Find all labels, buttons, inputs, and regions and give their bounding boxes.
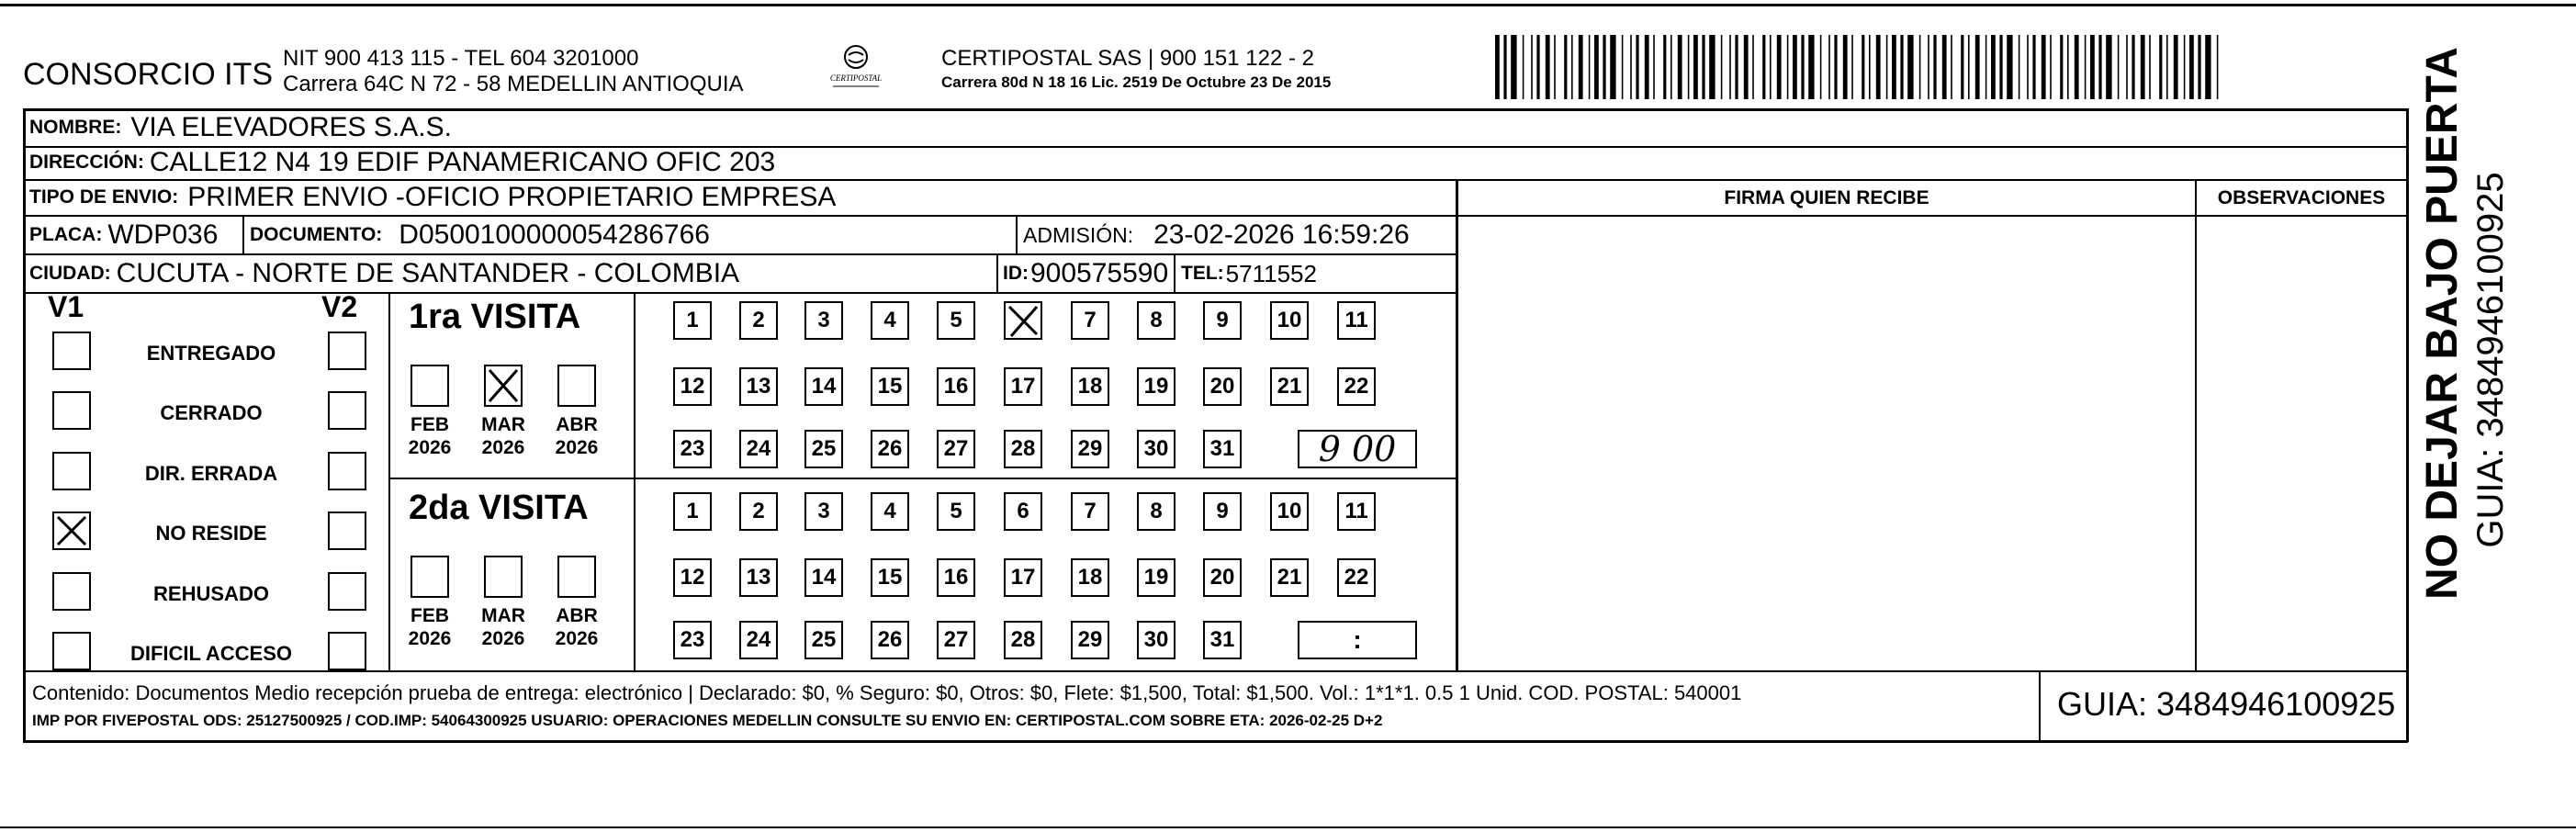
day-box[interactable]: 3 [804, 492, 843, 531]
certipostal-info: CERTIPOSTAL SAS | 900 151 122 - 2 [941, 46, 1314, 71]
barcode-bar [1752, 35, 1754, 99]
month-checkbox[interactable] [411, 556, 449, 598]
certipostal-license: Carrera 80d N 18 16 Lic. 2519 De Octubre 23 De 2015 [941, 73, 1332, 91]
day-box[interactable]: 5 [937, 492, 975, 531]
barcode-bar [1808, 35, 1814, 99]
day-box[interactable]: 7 [1071, 492, 1109, 531]
nombre-value: VIA ELEVADORES S.A.S. [130, 112, 452, 142]
barcode-bar [1762, 35, 1765, 99]
status-label: NO RESIDE [155, 522, 267, 545]
month-year: 2026 [481, 437, 525, 458]
barcode-bar [1579, 35, 1583, 99]
barcode-bar [2184, 35, 2186, 99]
barcode-bar [1820, 35, 1822, 99]
barcode-bar [1886, 35, 1888, 99]
v1-checkbox[interactable] [52, 391, 91, 430]
tipo-row [29, 180, 836, 215]
barcode-bar [1709, 35, 1715, 99]
footer-contenido: Contenido: Documentos Medio recepción prueba de entrega: electrónico | Declarado: $0, % Seguro: $0, Otros: $0, Flete: $1,500, Total: $1,500. Vol.: 1*1*1. 0.5 1 Unid. COD. POSTAL: 540001 [32, 681, 1742, 704]
day-box[interactable]: 20 [1203, 558, 1242, 597]
day-box[interactable]: 22 [1337, 367, 1376, 406]
day-box[interactable]: 22 [1337, 558, 1376, 597]
barcode-bar [1851, 35, 1853, 99]
barcode-bar [1495, 35, 1500, 99]
day-box[interactable]: 16 [937, 558, 975, 597]
direccion-row [29, 145, 775, 180]
day-box[interactable]: 13 [739, 558, 778, 597]
day-box[interactable]: 28 [1004, 430, 1042, 468]
tel-label: TEL: [1181, 263, 1224, 284]
day-box[interactable]: 2 [739, 301, 778, 340]
barcode [1495, 35, 2221, 99]
day-box[interactable]: 21 [1270, 367, 1309, 406]
day-box[interactable]: 19 [1137, 558, 1176, 597]
visit2-title: 2da VISITA [409, 489, 589, 527]
month-checkbox[interactable] [411, 365, 449, 407]
barcode-bar [1744, 35, 1749, 99]
barcode-bar [1554, 35, 1556, 99]
barcode-bar [2027, 35, 2029, 99]
v1-checkbox[interactable] [52, 572, 91, 611]
barcode-bar [1876, 35, 1881, 99]
barcode-bar [1869, 35, 1871, 99]
day-box[interactable]: 20 [1203, 367, 1242, 406]
day-box[interactable]: 2 [739, 492, 778, 531]
barcode-bar [1670, 35, 1672, 99]
barcode-bar [1770, 35, 1772, 99]
status-label: DIR. ERRADA [144, 462, 278, 485]
id-value: 900575590 [1030, 258, 1169, 288]
barcode-bar [2106, 35, 2111, 99]
barcode-bar [1900, 35, 1903, 99]
day-box[interactable]: 23 [673, 430, 712, 468]
day-box[interactable]: 14 [804, 558, 843, 597]
barcode-bar [1603, 35, 1605, 99]
day-box[interactable]: 6 [1004, 492, 1042, 531]
svg-text:CERTIPOSTAL: CERTIPOSTAL [829, 73, 883, 83]
barcode-bar [2189, 35, 2194, 99]
month-year: 2026 [408, 437, 452, 458]
admision-row [1023, 217, 1410, 253]
barcode-bar [1793, 35, 1797, 99]
barcode-bar [2217, 35, 2219, 99]
nombre-label: NOMBRE: [29, 117, 122, 138]
footer-imp: IMP POR FIVEPOSTAL ODS: 25127500925 / COD.IMP: 54064300925 USUARIO: OPERACIONES MEDELLIN CONSULTE SU ENVIO EN: CERTIPOSTAL.COM SOBRE ETA: 2026-02-25 D+2 [32, 712, 1383, 729]
barcode-bar [2067, 35, 2069, 99]
top-border [0, 4, 2576, 6]
v2-label: V2 [321, 290, 358, 323]
barcode-bar [1594, 35, 1599, 99]
barcode-bar [2126, 35, 2128, 99]
direccion-value: CALLE12 N4 19 EDIF PANAMERICANO OFIC 203 [149, 147, 776, 177]
barcode-bar [1834, 35, 1837, 99]
v2-checkbox[interactable] [328, 452, 366, 490]
day-box[interactable]: 4 [871, 301, 909, 340]
barcode-bar [2098, 35, 2101, 99]
day-box[interactable]: 1 [673, 492, 712, 531]
barcode-bar [2118, 35, 2120, 99]
barcode-bar [1892, 35, 1896, 99]
direccion-label: DIRECCIÓN: [29, 152, 144, 173]
barcode-bar [1503, 35, 1506, 99]
day-box[interactable]: 16 [937, 367, 975, 406]
visit1-title: 1ra VISITA [409, 298, 581, 336]
certipostal-logo [810, 40, 902, 96]
month-label [549, 604, 604, 650]
barcode-bar [2090, 35, 2095, 99]
day-box[interactable]: 29 [1071, 621, 1109, 659]
nombre-row [29, 110, 452, 145]
v2-checkbox[interactable] [328, 512, 366, 550]
barcode-bar [1975, 35, 1980, 99]
barcode-bar [2198, 35, 2200, 99]
barcode-bar [1610, 35, 1615, 99]
v1-checkbox[interactable] [52, 632, 91, 670]
barcode-bar [2075, 35, 2079, 99]
barcode-bar [1523, 35, 1524, 99]
v2-checkbox[interactable] [328, 572, 366, 611]
day-box[interactable]: 23 [673, 621, 712, 659]
barcode-bar [1702, 35, 1704, 99]
barcode-bar [2205, 35, 2210, 99]
company-name: CONSORCIO ITS [23, 57, 274, 92]
month-checkbox[interactable] [484, 365, 523, 407]
v2-checkbox[interactable] [328, 332, 366, 370]
day-box[interactable]: 5 [937, 301, 975, 340]
barcode-bar [1571, 35, 1573, 99]
day-box[interactable]: 4 [871, 492, 909, 531]
barcode-bar [1663, 35, 1666, 99]
ciudad-row [29, 255, 739, 292]
day-box[interactable]: 24 [739, 430, 778, 468]
day-box[interactable]: 30 [1137, 430, 1176, 468]
barcode-bar [2042, 35, 2046, 99]
barcode-bar [1729, 35, 1731, 99]
placa-row [29, 217, 218, 253]
barcode-bar [1777, 35, 1782, 99]
barcode-bar [2007, 35, 2012, 99]
month-label [402, 604, 457, 650]
placa-label: PLACA: [29, 224, 103, 245]
day-box[interactable]: 11 [1337, 492, 1376, 531]
day-box[interactable]: 17 [1004, 558, 1042, 597]
month-label [476, 413, 531, 459]
status-label: DIFICIL ACCESO [129, 642, 292, 665]
status-label: CERRADO [160, 401, 263, 424]
day-box[interactable]: 15 [871, 367, 909, 406]
day-box[interactable]: 12 [673, 367, 712, 406]
month-name: FEB [411, 605, 449, 626]
day-box[interactable]: 14 [804, 367, 843, 406]
barcode-bar [2032, 35, 2035, 99]
day-box[interactable]: 7 [1071, 301, 1109, 340]
day-box[interactable]: 25 [804, 430, 843, 468]
barcode-bar [2166, 35, 2168, 99]
firma-label: FIRMA QUIEN RECIBE [1724, 187, 1929, 208]
day-box[interactable]: 12 [673, 558, 712, 597]
day-box[interactable]: 8 [1137, 301, 1176, 340]
month-label [549, 413, 604, 459]
barcode-bar [1991, 35, 1996, 99]
barcode-bar [1636, 35, 1638, 99]
footer-guia: GUIA: 3484946100925 [2057, 685, 2396, 723]
barcode-bar [1907, 35, 1913, 99]
barcode-bar [1653, 35, 1655, 99]
day-box[interactable]: 8 [1137, 492, 1176, 531]
barcode-bar [1622, 35, 1624, 99]
day-box[interactable]: 19 [1137, 367, 1176, 406]
day-box[interactable]: 18 [1071, 367, 1109, 406]
barcode-bar [2141, 35, 2145, 99]
barcode-bar [2132, 35, 2134, 99]
day-box[interactable]: 29 [1071, 430, 1109, 468]
barcode-bar [1862, 35, 1864, 99]
barcode-bar [1968, 35, 1970, 99]
company-nit: NIT 900 413 115 - TEL 604 3201000 [283, 46, 639, 71]
day-box[interactable]: 28 [1004, 621, 1042, 659]
barcode-bar [1531, 35, 1533, 99]
barcode-bar [2060, 35, 2063, 99]
day-box[interactable]: 1 [673, 301, 712, 340]
barcode-bar [1942, 35, 1947, 99]
month-name: MAR [481, 414, 525, 435]
day-box[interactable] [1004, 301, 1042, 340]
month-name: FEB [411, 414, 449, 435]
barcode-bar [1721, 35, 1723, 99]
month-name: MAR [481, 605, 525, 626]
barcode-bar [1928, 35, 1929, 99]
v1-checkbox[interactable] [52, 452, 91, 490]
v1-label: V1 [48, 290, 84, 323]
barcode-bar [1933, 35, 1936, 99]
month-year: 2026 [408, 628, 452, 649]
month-checkbox[interactable] [557, 556, 596, 598]
documento-label: DOCUMENTO: [250, 224, 383, 245]
barcode-bar [1678, 35, 1682, 99]
barcode-bar [1536, 35, 1539, 99]
barcode-bar [2050, 35, 2052, 99]
day-box[interactable]: 30 [1137, 621, 1176, 659]
month-year: 2026 [481, 628, 525, 649]
day-box[interactable]: 27 [937, 621, 975, 659]
id-row [1003, 255, 1168, 292]
time-box[interactable]: : [1298, 621, 1417, 659]
month-name: ABR [556, 414, 598, 435]
time-box[interactable]: 9 00 [1298, 430, 1417, 468]
day-box[interactable]: 24 [739, 621, 778, 659]
v2-checkbox[interactable] [328, 632, 366, 670]
barcode-bar [1999, 35, 2002, 99]
day-box[interactable]: 11 [1337, 301, 1376, 340]
barcode-bar [1828, 35, 1830, 99]
barcode-bar [1688, 35, 1690, 99]
barcode-bar [1787, 35, 1789, 99]
v1-checkbox[interactable] [52, 332, 91, 370]
barcode-bar [2019, 35, 2020, 99]
day-box[interactable]: 26 [871, 430, 909, 468]
tipo-value: PRIMER ENVIO -OFICIO PROPIETARIO EMPRESA [187, 182, 837, 212]
barcode-bar [1564, 35, 1567, 99]
barcode-bar [1546, 35, 1550, 99]
tel-row [1181, 255, 1317, 292]
barcode-bar [2174, 35, 2178, 99]
barcode-bar [1735, 35, 1738, 99]
day-box[interactable]: 18 [1071, 558, 1109, 597]
v1-checkbox[interactable] [52, 512, 91, 550]
barcode-bar [1630, 35, 1632, 99]
ciudad-label: CIUDAD: [29, 263, 111, 284]
admision-label: ADMISIÓN: [1023, 222, 1134, 247]
day-box[interactable]: 9 [1203, 492, 1242, 531]
day-box[interactable]: 21 [1270, 558, 1309, 597]
side-warning: NO DEJAR BAJO PUERTA [2418, 47, 2467, 600]
month-label [476, 604, 531, 650]
barcode-bar [1645, 35, 1649, 99]
barcode-bar [1801, 35, 1804, 99]
ciudad-value: CUCUTA - NORTE DE SANTANDER - COLOMBIA [116, 258, 740, 288]
day-box[interactable]: 3 [804, 301, 843, 340]
side-guia: GUIA: 3484946100925 [2470, 172, 2511, 548]
month-year: 2026 [555, 628, 599, 649]
barcode-bar [1951, 35, 1952, 99]
month-label [402, 413, 457, 459]
day-box[interactable]: 13 [739, 367, 778, 406]
v2-checkbox[interactable] [328, 391, 366, 430]
day-box[interactable]: 25 [804, 621, 843, 659]
day-box[interactable]: 9 [1203, 301, 1242, 340]
status-label: ENTREGADO [146, 342, 276, 365]
status-label: REHUSADO [153, 582, 269, 605]
barcode-bar [2085, 35, 2087, 99]
month-checkbox[interactable] [557, 365, 596, 407]
barcode-bar [1693, 35, 1698, 99]
tel-value: 5711552 [1225, 259, 1317, 287]
id-label: ID: [1003, 263, 1029, 284]
day-box[interactable]: 17 [1004, 367, 1042, 406]
day-box[interactable]: 15 [871, 558, 909, 597]
bottom-border [0, 826, 2576, 828]
barcode-bar [1961, 35, 1963, 99]
month-name: ABR [556, 605, 598, 626]
day-box[interactable]: 10 [1270, 492, 1309, 531]
tipo-label: TIPO DE ENVIO: [29, 186, 179, 208]
documento-row [250, 217, 710, 253]
barcode-bar [1919, 35, 1921, 99]
barcode-bar [2149, 35, 2151, 99]
admision-value: 23-02-2026 16:59:26 [1153, 219, 1410, 250]
day-box[interactable]: 26 [871, 621, 909, 659]
month-year: 2026 [555, 437, 599, 458]
barcode-bar [1511, 35, 1516, 99]
barcode-bar [1589, 35, 1591, 99]
documento-value: D0500100000054286766 [399, 219, 710, 250]
barcode-bar [2159, 35, 2162, 99]
company-address: Carrera 64C N 72 - 58 MEDELLIN ANTIOQUIA [283, 72, 744, 96]
day-box[interactable]: 10 [1270, 301, 1309, 340]
day-box[interactable]: 31 [1203, 430, 1242, 468]
observaciones-label: OBSERVACIONES [2217, 187, 2386, 208]
placa-value: WDP036 [107, 219, 219, 250]
barcode-bar [1843, 35, 1848, 99]
day-box[interactable]: 27 [937, 430, 975, 468]
month-checkbox[interactable] [484, 556, 523, 598]
barcode-bar [1985, 35, 1987, 99]
day-box[interactable]: 31 [1203, 621, 1242, 659]
